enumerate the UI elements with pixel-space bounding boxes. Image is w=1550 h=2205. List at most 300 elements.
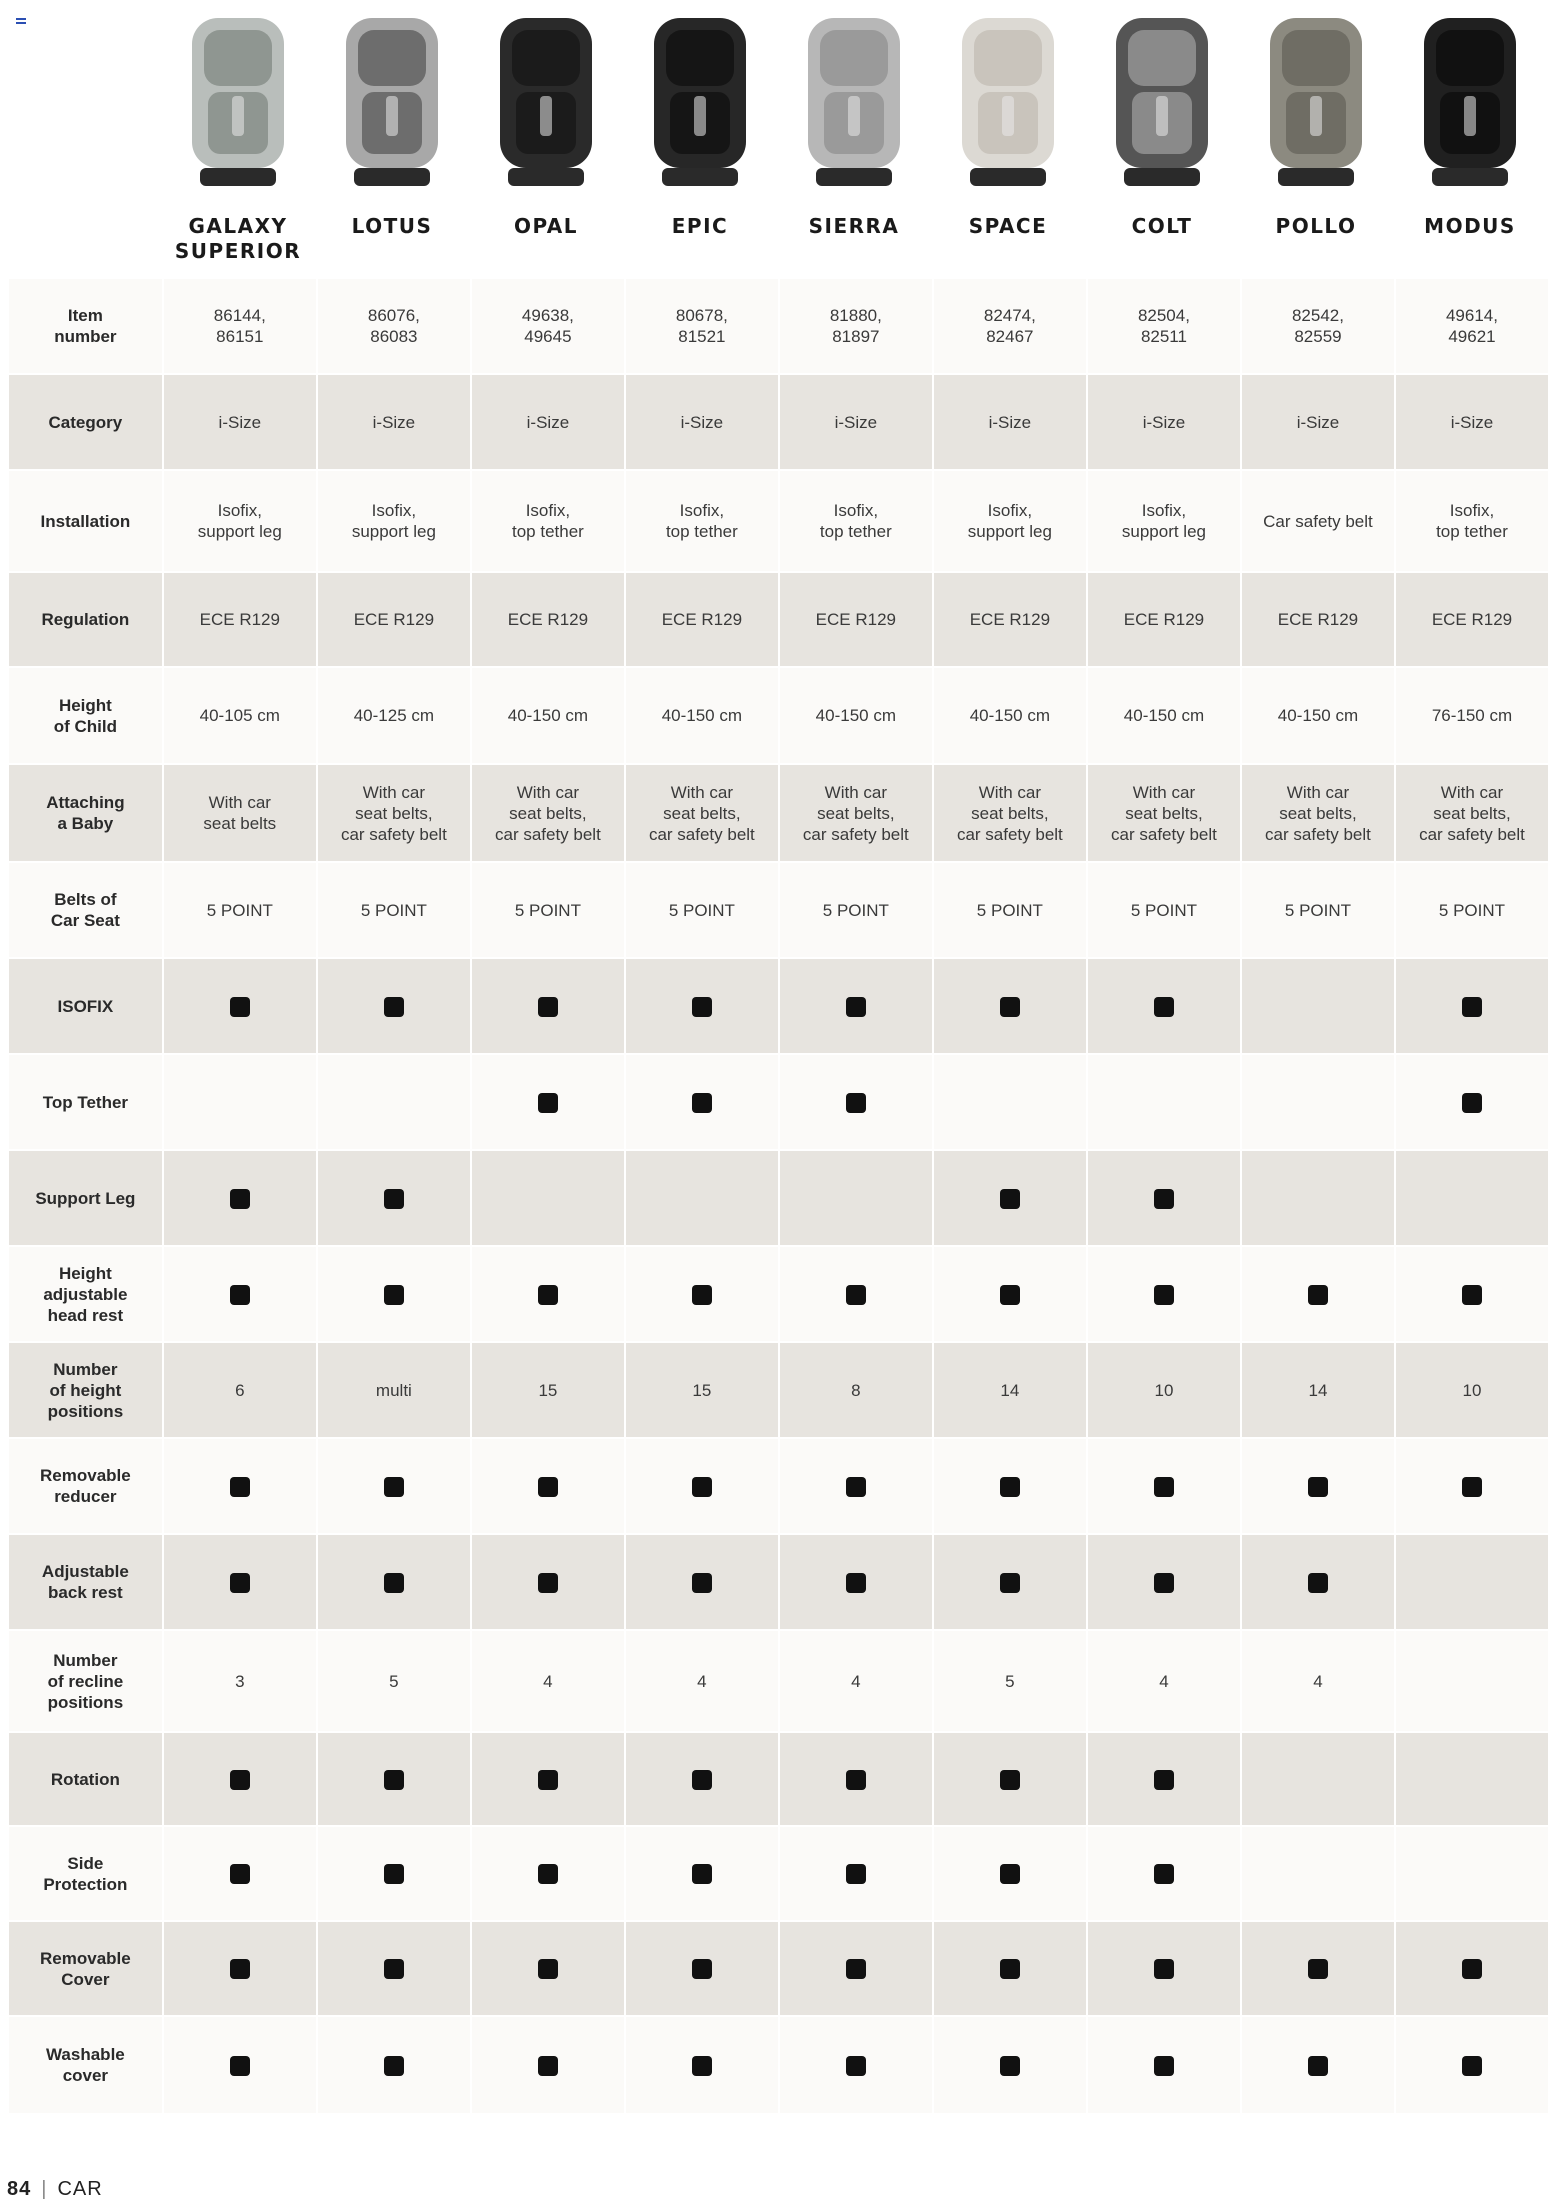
check-square-icon (1462, 1093, 1482, 1113)
feature-check-mark (318, 959, 470, 1053)
table-cell (318, 1055, 470, 1149)
feature-check-mark (1088, 2017, 1240, 2113)
table-cell: 5 POINT (1088, 863, 1240, 957)
check-square-icon (1154, 1573, 1174, 1593)
feature-check-mark (780, 1733, 932, 1825)
table-cell: With car seat belts, car safety belt (626, 765, 778, 861)
table-cell: ECE R129 (626, 573, 778, 666)
feature-check-mark (934, 1733, 1086, 1825)
table-row (9, 573, 1548, 666)
table-cell: 5 (318, 1631, 470, 1731)
product-column (469, 8, 623, 264)
check-square-icon (384, 1770, 404, 1790)
check-square-icon (692, 1864, 712, 1884)
check-square-icon (538, 1093, 558, 1113)
table-cell: ECE R129 (318, 573, 470, 666)
table-cell: 14 (1242, 1343, 1394, 1437)
feature-check-mark (1088, 1827, 1240, 1920)
table-cell: i-Size (164, 375, 316, 469)
table-row (9, 1922, 1548, 2015)
table-cell: ECE R129 (780, 573, 932, 666)
check-square-icon (384, 1477, 404, 1497)
check-square-icon (230, 1285, 250, 1305)
check-square-icon (846, 1285, 866, 1305)
feature-check-mark (472, 1055, 624, 1149)
feature-check-mark (318, 1151, 470, 1245)
feature-check-mark (626, 1535, 778, 1629)
table-row (9, 1631, 1548, 1731)
feature-check-mark (1396, 2017, 1548, 2113)
table-cell: i-Size (318, 375, 470, 469)
feature-check-mark (472, 1827, 624, 1920)
feature-check-mark (472, 1535, 624, 1629)
table-cell: 86144, 86151 (164, 279, 316, 373)
table-cell: i-Size (472, 375, 624, 469)
table-cell: With car seat belts, car safety belt (1088, 765, 1240, 861)
table-cell: 40-150 cm (934, 668, 1086, 763)
feature-check-mark (1242, 1247, 1394, 1341)
check-square-icon (538, 1573, 558, 1593)
feature-check-mark (164, 1151, 316, 1245)
feature-check-mark (472, 1922, 624, 2015)
table-cell: 4 (472, 1631, 624, 1731)
check-square-icon (1154, 1285, 1174, 1305)
table-cell: 5 POINT (318, 863, 470, 957)
check-square-icon (230, 1959, 250, 1979)
check-square-icon (1462, 1477, 1482, 1497)
product-name: SIERRA (808, 214, 900, 238)
feature-check-mark (626, 2017, 778, 2113)
product-column (777, 8, 931, 264)
check-square-icon (1154, 1477, 1174, 1497)
check-square-icon (538, 1285, 558, 1305)
feature-check-mark (780, 1827, 932, 1920)
feature-check-mark (626, 1922, 778, 2015)
check-square-icon (538, 2056, 558, 2076)
check-square-icon (846, 1770, 866, 1790)
table-row (9, 1151, 1548, 1245)
table-cell: 40-150 cm (626, 668, 778, 763)
check-square-icon (1462, 1285, 1482, 1305)
product-header (161, 8, 1547, 264)
check-square-icon (538, 1770, 558, 1790)
table-cell (1242, 1827, 1394, 1920)
table-cell (1242, 1055, 1394, 1149)
feature-check-mark (164, 1922, 316, 2015)
check-square-icon (846, 1864, 866, 1884)
table-cell: 4 (780, 1631, 932, 1731)
product-name: LOTUS (351, 214, 433, 238)
feature-check-mark (1088, 1535, 1240, 1629)
feature-check-mark (318, 2017, 470, 2113)
table-cell: 76-150 cm (1396, 668, 1548, 763)
check-square-icon (1462, 2056, 1482, 2076)
row-label: ISOFIX (9, 959, 162, 1053)
table-cell (472, 1151, 624, 1245)
menu-icon[interactable] (16, 18, 26, 28)
table-row (9, 279, 1548, 373)
product-column (623, 8, 777, 264)
table-row (9, 1733, 1548, 1825)
feature-check-mark (934, 1827, 1086, 1920)
feature-check-mark (626, 1733, 778, 1825)
table-cell: Car safety belt (1242, 471, 1394, 571)
product-column (931, 8, 1085, 264)
feature-check-mark (934, 1922, 1086, 2015)
table-row (9, 959, 1548, 1053)
feature-check-mark (1396, 1247, 1548, 1341)
row-label: Washable cover (9, 2017, 162, 2113)
table-cell: Isofix, support leg (1088, 471, 1240, 571)
table-cell (1242, 1151, 1394, 1245)
table-cell: 40-125 cm (318, 668, 470, 763)
table-cell: Isofix, top tether (780, 471, 932, 571)
check-square-icon (846, 1093, 866, 1113)
check-square-icon (1000, 1959, 1020, 1979)
table-cell (1242, 959, 1394, 1053)
table-cell: ECE R129 (1396, 573, 1548, 666)
check-square-icon (230, 1770, 250, 1790)
feature-check-mark (780, 1055, 932, 1149)
check-square-icon (1154, 997, 1174, 1017)
check-square-icon (230, 1573, 250, 1593)
product-column (315, 8, 469, 264)
table-row (9, 1343, 1548, 1437)
feature-check-mark (780, 959, 932, 1053)
product-name: OPAL (513, 214, 579, 238)
table-cell: 15 (472, 1343, 624, 1437)
footer-separator: | (41, 2178, 48, 2200)
row-label: Item number (9, 279, 162, 373)
feature-check-mark (1396, 1055, 1548, 1149)
feature-check-mark (472, 959, 624, 1053)
feature-check-mark (472, 1733, 624, 1825)
row-label: Number of recline positions (9, 1631, 162, 1731)
table-cell: 81880, 81897 (780, 279, 932, 373)
check-square-icon (846, 997, 866, 1017)
table-cell: 40-150 cm (1242, 668, 1394, 763)
table-cell: ECE R129 (164, 573, 316, 666)
check-square-icon (538, 1864, 558, 1884)
feature-check-mark (780, 1922, 932, 2015)
table-cell (1396, 1827, 1548, 1920)
table-cell: Isofix, support leg (164, 471, 316, 571)
row-label: Rotation (9, 1733, 162, 1825)
check-square-icon (1154, 1864, 1174, 1884)
table-cell: 5 POINT (1396, 863, 1548, 957)
table-cell: Isofix, top tether (1396, 471, 1548, 571)
row-label: Support Leg (9, 1151, 162, 1245)
table-cell: 5 POINT (472, 863, 624, 957)
table-cell: 82474, 82467 (934, 279, 1086, 373)
feature-check-mark (780, 2017, 932, 2113)
car-seat-image (178, 8, 298, 198)
feature-check-mark (318, 1439, 470, 1533)
table-cell: 82504, 82511 (1088, 279, 1240, 373)
check-square-icon (1000, 1770, 1020, 1790)
car-seat-image (1102, 8, 1222, 198)
table-cell: i-Size (1088, 375, 1240, 469)
table-cell: ECE R129 (1088, 573, 1240, 666)
check-square-icon (384, 997, 404, 1017)
feature-check-mark (1396, 959, 1548, 1053)
table-cell: 5 POINT (1242, 863, 1394, 957)
feature-check-mark (626, 1827, 778, 1920)
feature-check-mark (934, 959, 1086, 1053)
table-cell: With car seat belts, car safety belt (1396, 765, 1548, 861)
table-row (9, 2017, 1548, 2113)
feature-check-mark (780, 1439, 932, 1533)
feature-check-mark (934, 2017, 1086, 2113)
table-cell: 4 (1242, 1631, 1394, 1731)
check-square-icon (1462, 997, 1482, 1017)
table-cell: With car seat belts, car safety belt (780, 765, 932, 861)
check-square-icon (1000, 2056, 1020, 2076)
check-square-icon (1000, 997, 1020, 1017)
row-label: Top Tether (9, 1055, 162, 1149)
row-label: Regulation (9, 573, 162, 666)
page-number: 84 (7, 2178, 32, 2200)
feature-check-mark (164, 2017, 316, 2113)
page-footer (7, 2178, 103, 2201)
check-square-icon (230, 1189, 250, 1209)
table-cell (1242, 1733, 1394, 1825)
table-row (9, 1827, 1548, 1920)
table-cell: With car seat belts, car safety belt (1242, 765, 1394, 861)
table-cell: 49638, 49645 (472, 279, 624, 373)
row-label: Belts of Car Seat (9, 863, 162, 957)
check-square-icon (692, 1959, 712, 1979)
feature-check-mark (164, 1439, 316, 1533)
product-name: GALAXY SUPERIOR (174, 214, 302, 263)
check-square-icon (692, 1477, 712, 1497)
check-square-icon (230, 997, 250, 1017)
table-cell: i-Size (1242, 375, 1394, 469)
table-cell: i-Size (934, 375, 1086, 469)
product-name: EPIC (671, 214, 729, 238)
table-row (9, 1055, 1548, 1149)
feature-check-mark (780, 1535, 932, 1629)
check-square-icon (846, 1959, 866, 1979)
row-label: Removable Cover (9, 1922, 162, 2015)
table-row (9, 668, 1548, 763)
spec-table (7, 277, 1550, 2115)
car-seat-image (332, 8, 452, 198)
feature-check-mark (626, 1439, 778, 1533)
check-square-icon (1308, 1285, 1328, 1305)
feature-check-mark (472, 2017, 624, 2113)
check-square-icon (538, 997, 558, 1017)
feature-check-mark (318, 1247, 470, 1341)
check-square-icon (384, 1285, 404, 1305)
product-column (161, 8, 315, 264)
check-square-icon (1000, 1864, 1020, 1884)
car-seat-image (948, 8, 1068, 198)
row-label: Height of Child (9, 668, 162, 763)
table-cell (1396, 1631, 1548, 1731)
check-square-icon (1000, 1573, 1020, 1593)
check-square-icon (846, 1573, 866, 1593)
check-square-icon (384, 1573, 404, 1593)
feature-check-mark (934, 1439, 1086, 1533)
check-square-icon (1308, 2056, 1328, 2076)
feature-check-mark (164, 1535, 316, 1629)
product-column (1085, 8, 1239, 264)
feature-check-mark (934, 1247, 1086, 1341)
feature-check-mark (472, 1247, 624, 1341)
table-cell (1088, 1055, 1240, 1149)
check-square-icon (1462, 1959, 1482, 1979)
car-seat-image (794, 8, 914, 198)
table-cell: i-Size (626, 375, 778, 469)
table-cell: 8 (780, 1343, 932, 1437)
product-column (1239, 8, 1393, 264)
feature-check-mark (934, 1151, 1086, 1245)
feature-check-mark (1242, 1535, 1394, 1629)
row-label: Height adjustable head rest (9, 1247, 162, 1341)
table-cell (934, 1055, 1086, 1149)
check-square-icon (1154, 1189, 1174, 1209)
check-square-icon (692, 1285, 712, 1305)
row-label: Attaching a Baby (9, 765, 162, 861)
check-square-icon (1154, 1770, 1174, 1790)
table-row (9, 1439, 1548, 1533)
table-cell: multi (318, 1343, 470, 1437)
feature-check-mark (1242, 1439, 1394, 1533)
feature-check-mark (1396, 1439, 1548, 1533)
table-cell: 4 (626, 1631, 778, 1731)
product-name: SPACE (968, 214, 1048, 238)
table-cell: Isofix, top tether (472, 471, 624, 571)
product-name: MODUS (1424, 214, 1516, 238)
table-cell: 40-150 cm (472, 668, 624, 763)
table-cell: 86076, 86083 (318, 279, 470, 373)
check-square-icon (692, 1573, 712, 1593)
check-square-icon (692, 997, 712, 1017)
table-cell: 10 (1396, 1343, 1548, 1437)
car-seat-image (1256, 8, 1376, 198)
table-cell: i-Size (1396, 375, 1548, 469)
table-cell (780, 1151, 932, 1245)
table-cell: ECE R129 (934, 573, 1086, 666)
row-label: Category (9, 375, 162, 469)
table-cell: 3 (164, 1631, 316, 1731)
table-cell: 5 POINT (934, 863, 1086, 957)
check-square-icon (384, 1189, 404, 1209)
feature-check-mark (1088, 1733, 1240, 1825)
car-seat-image (640, 8, 760, 198)
product-column (1393, 8, 1547, 264)
table-cell: With car seat belts, car safety belt (472, 765, 624, 861)
check-square-icon (1308, 1959, 1328, 1979)
table-row (9, 1247, 1548, 1341)
check-square-icon (1308, 1477, 1328, 1497)
row-label: Number of height positions (9, 1343, 162, 1437)
feature-check-mark (1088, 1922, 1240, 2015)
table-cell: i-Size (780, 375, 932, 469)
feature-check-mark (164, 1827, 316, 1920)
table-cell: 80678, 81521 (626, 279, 778, 373)
check-square-icon (1154, 2056, 1174, 2076)
check-square-icon (230, 1864, 250, 1884)
feature-check-mark (318, 1535, 470, 1629)
table-cell: 14 (934, 1343, 1086, 1437)
check-square-icon (230, 2056, 250, 2076)
table-cell: 4 (1088, 1631, 1240, 1731)
row-label: Adjustable back rest (9, 1535, 162, 1629)
table-cell: 10 (1088, 1343, 1240, 1437)
check-square-icon (384, 1959, 404, 1979)
feature-check-mark (626, 959, 778, 1053)
check-square-icon (230, 1477, 250, 1497)
check-square-icon (692, 1093, 712, 1113)
table-row (9, 375, 1548, 469)
check-square-icon (692, 1770, 712, 1790)
feature-check-mark (1396, 1922, 1548, 2015)
table-cell: 5 POINT (626, 863, 778, 957)
car-seat-image (1410, 8, 1530, 198)
feature-check-mark (318, 1922, 470, 2015)
table-cell: With car seat belts, car safety belt (934, 765, 1086, 861)
table-cell (1396, 1535, 1548, 1629)
table-cell: 6 (164, 1343, 316, 1437)
check-square-icon (538, 1477, 558, 1497)
row-label: Installation (9, 471, 162, 571)
table-cell: ECE R129 (1242, 573, 1394, 666)
car-seat-image (486, 8, 606, 198)
feature-check-mark (780, 1247, 932, 1341)
table-cell: Isofix, support leg (934, 471, 1086, 571)
feature-check-mark (1088, 1247, 1240, 1341)
check-square-icon (1154, 1959, 1174, 1979)
check-square-icon (538, 1959, 558, 1979)
table-row (9, 863, 1548, 957)
table-cell: With car seat belts, car safety belt (318, 765, 470, 861)
table-cell: 49614, 49621 (1396, 279, 1548, 373)
feature-check-mark (934, 1535, 1086, 1629)
feature-check-mark (472, 1439, 624, 1533)
table-cell: With car seat belts (164, 765, 316, 861)
check-square-icon (1000, 1189, 1020, 1209)
feature-check-mark (1088, 1151, 1240, 1245)
table-cell: 5 (934, 1631, 1086, 1731)
feature-check-mark (164, 1733, 316, 1825)
table-row (9, 1535, 1548, 1629)
table-cell: ECE R129 (472, 573, 624, 666)
table-cell: 82542, 82559 (1242, 279, 1394, 373)
feature-check-mark (626, 1055, 778, 1149)
table-cell: 15 (626, 1343, 778, 1437)
feature-check-mark (164, 1247, 316, 1341)
feature-check-mark (1242, 1922, 1394, 2015)
product-name: POLLO (1275, 214, 1357, 238)
table-cell (164, 1055, 316, 1149)
product-name: COLT (1131, 214, 1193, 238)
feature-check-mark (1242, 2017, 1394, 2113)
check-square-icon (1000, 1285, 1020, 1305)
feature-check-mark (164, 959, 316, 1053)
feature-check-mark (626, 1247, 778, 1341)
section-name: CAR (57, 2178, 103, 2200)
table-cell (1396, 1151, 1548, 1245)
check-square-icon (384, 2056, 404, 2076)
table-cell: 5 POINT (780, 863, 932, 957)
check-square-icon (1000, 1477, 1020, 1497)
feature-check-mark (318, 1733, 470, 1825)
feature-check-mark (318, 1827, 470, 1920)
table-row (9, 765, 1548, 861)
table-cell: 40-150 cm (1088, 668, 1240, 763)
